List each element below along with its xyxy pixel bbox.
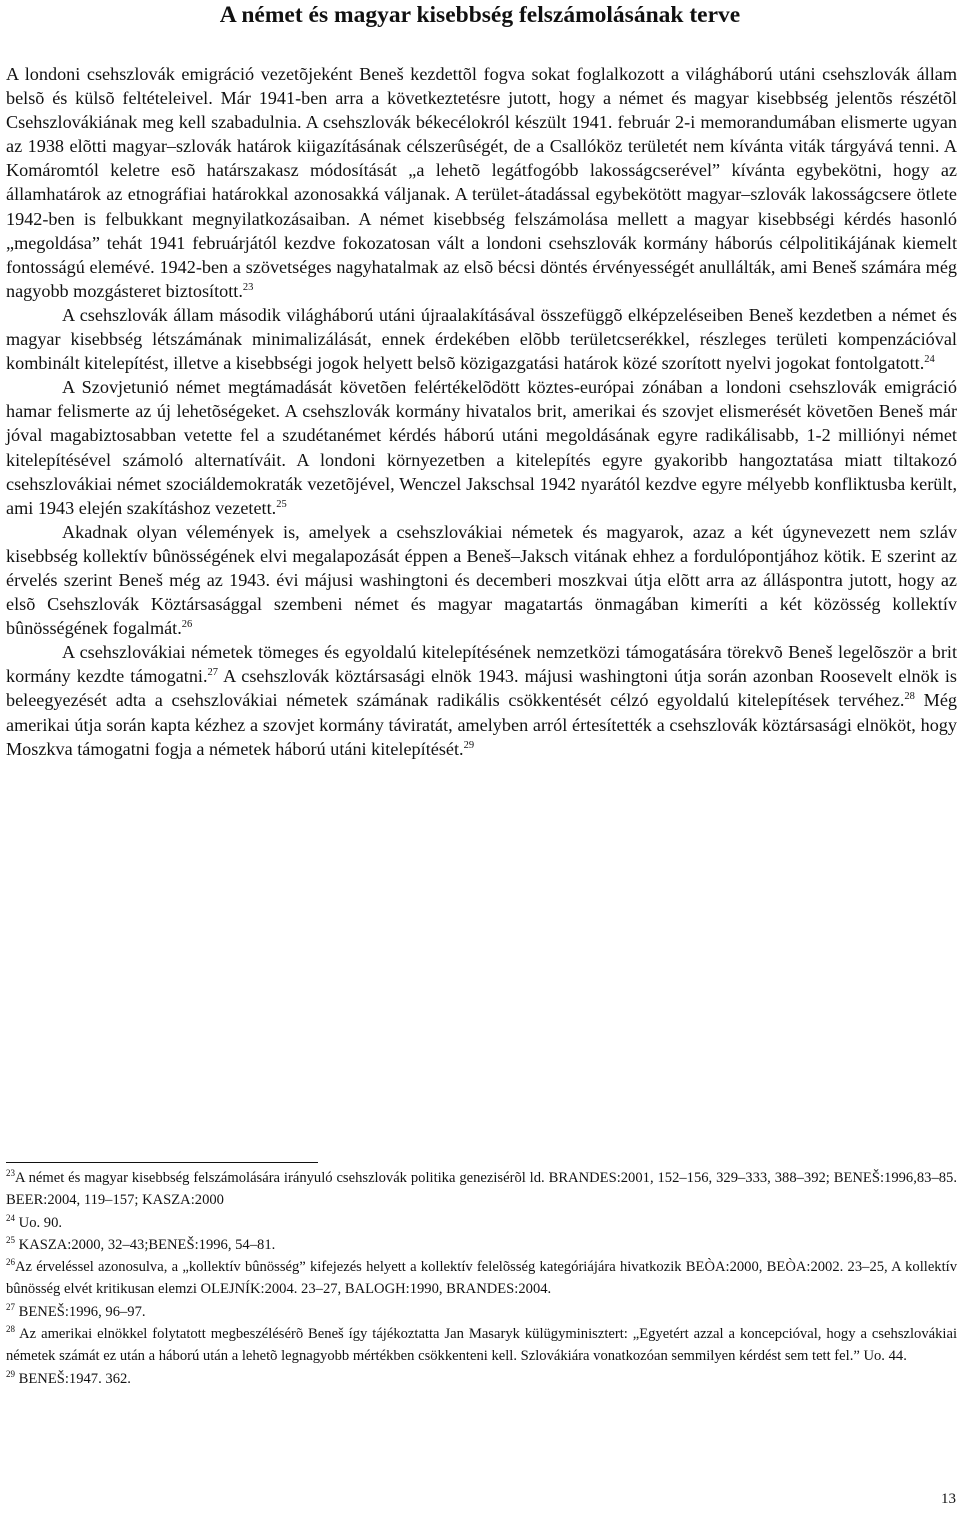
- body-paragraph: [6, 62, 957, 303]
- footnote: [6, 1368, 957, 1390]
- footnote-reference[interactable]: 28: [904, 691, 915, 703]
- paragraph-text: A csehszlovák köztársasági elnök 1943. májusi washingtoni útja során azonban Roosevelt elnök is beleegyezését adta a csehszlovákiai németek számának radikális csökkentését célzó egyoldalú kitelepítések tervéhez.: [6, 666, 957, 711]
- body-paragraph: [6, 520, 957, 640]
- footnote-number: 25: [6, 1235, 15, 1246]
- paragraph-text: A csehszlovák állam második világháború utáni újraalakításával összefüggõ elképzeléseiben Beneš kezdetben a német és magyar kisebbség létszámának minimalizálását, ennek érdekében elõbb területcserékkel, részleges területi kompenzációval kombinált kitelepítést, illetve a kisebbségi jogok helyett belsõ közigazgatási határok közé szorított nyelvi jogokat fontolgatott.: [6, 304, 957, 374]
- footnote-text: BENEŠ:1947. 362.: [15, 1370, 131, 1387]
- footnote-reference[interactable]: 25: [276, 498, 287, 510]
- footnote-divider: [6, 1162, 318, 1163]
- footnote-number: 24: [6, 1212, 15, 1223]
- footnote-number: 28: [6, 1324, 15, 1335]
- paragraph-text: A Szovjetunió német megtámadását követõen felértékelõdött köztes-európai zónában a londoni csehszlovák emigráció hamar felismerte az új lehetõségeket. A csehszlovák kormány hivatalos brit, amerikai és szovjet elismerését követõen Beneš már jóval magabiztosabban vetette fel a szudétanémet kérdés háború utáni megoldásának egyre radikálisabb, 1-2 milliónyi német kitelepítésével számoló alternatíváit. A londoni környezetben a kitelepítés egyre gyakoribb hangoztatása miatt tiltakozó csehszlovákiai német szociáldemokraták vezetõjével, Wenczel Jakschsal 1942 nyarától kezdve egyre mélyebb konfliktusba került, ami 1943 elején szakításhoz vezetett.: [6, 377, 957, 518]
- body-paragraph: [6, 303, 957, 375]
- footnote: [6, 1256, 957, 1301]
- footnote-reference[interactable]: 27: [207, 667, 219, 679]
- page-number: 13: [941, 1491, 956, 1507]
- paragraph-text: Akadnak olyan vélemények is, amelyek a csehszlovákiai németek és magyarok, azaz a két úgynevezett nem szláv kisebbség kollektív bûnösségének elvi megalapozását éppen a Beneš–Jaksch vitának ehhez a fordulópontjához kötik. E szerint az érvelés szerint Beneš még az 1943. évi májusi washingtoni és decemberi moszkvai útja elõtt arra az álláspontra jutott, hogy az elsõ Csehszlovák Köztársasággal szembeni német és magyar magatartás önmagában kimeríti a két közösség kollektív bûnösségének fogalmát.: [6, 521, 957, 639]
- footnote-text: Az érveléssel azonosulva, a „kollektív bûnösség” kifejezés helyett a kollektív felelõsség kategóriájára hivatkozik BEÒA:2000, BEÒA:2002. 23–25, A kollektív bûnösség elvét kritikusan elemzi OLEJNÍK:2004. 23–27, BALOGH:1990, BRANDES:2004.: [6, 1259, 957, 1298]
- paragraph-text: A csehszlovákiai németek tömeges és egyoldalú kitelepítésének nemzetközi támogatására törekvõ Beneš legelõször a brit kormány kezdte támogatni.: [6, 642, 957, 687]
- footnote-text: KASZA:2000, 32–43;BENEŠ:1996, 54–81.: [15, 1236, 276, 1253]
- footnote-number: 27: [6, 1301, 15, 1312]
- footnote-text: Uo. 90.: [15, 1214, 63, 1231]
- page-title: A német és magyar kisebbség felszámolásának terve: [219, 2, 741, 28]
- footnote: [6, 1301, 957, 1323]
- paragraph-text: Még amerikai útja során kapta kézhez a szovjet kormány táviratát, amelyben arról értesítették a csehszlovák köztársasági elnököt, hogy Moszkva támogatni fogja a németek háború utáni kitelepítését.: [6, 690, 957, 759]
- footnote-number: 23: [6, 1168, 15, 1179]
- body-paragraph: [6, 375, 957, 520]
- body-paragraph: [6, 640, 957, 760]
- paragraph-text: A londoni csehszlovák emigráció vezetõjeként Beneš kezdettõl fogva sokat foglalkozott a világháború utáni csehszlovák állam belsõ és külsõ feltételeivel. Már 1941-ben arra a következtetésre jutott, hogy a német és magyar kisebbség jelentõs részétõl Csehszlovákiának meg kell szabadulnia. A csehszlovák békecélokról készült 1941. február 2-i memorandumában elismerte ugyan az 1938 elõtti magyar–szlovák határok kiigazításának célszerûségét, de a Csallóköz területét nem kívánta viták tárgyává tenni. A Komáromtól keletre esõ határszakasz módosítását „a lehetõ legátfogóbb lakosságcserével” kívánta egybekötni, hogy az államhatárok az etnográfiai határokkal azonosakká váljanak. A terület-átadással egybekötött magyar–szlovák lakosságcsere ötlete 1942-ben is felbukkant megnyilatkozásaiban. A német kisebbség felszámolása mellett a magyar kisebbségi kérdés hasonló „megoldása” tehát 1941 februárjától kezdve fokozatosan vált a londoni csehszlovák kormány háborús célpolitikájának kiemelt fontosságú elemévé. 1942-ben a szövetséges nagyhatalmak az elsõ bécsi döntés érvényességét anullálták, ami Beneš számára még nagyobb mozgásteret biztosított.: [6, 64, 957, 301]
- footnote-reference[interactable]: 26: [181, 619, 193, 631]
- footnote-text: A német és magyar kisebbség felszámolására irányuló csehszlovák politika genezisérõl ld. BRANDES:2001, 152–156, 329–333, 388–392; BENEŠ:1996,83–85. BEER:2004, 119–157; KASZA:2000: [6, 1170, 957, 1209]
- footnote-number: 26: [6, 1257, 15, 1268]
- footnote: [6, 1234, 957, 1256]
- footnote-number: 29: [6, 1368, 15, 1379]
- body-text: [6, 62, 957, 761]
- footnotes: [6, 1167, 957, 1390]
- footnote-text: BENEŠ:1996, 96–97.: [15, 1303, 146, 1320]
- footnote: [6, 1212, 957, 1234]
- footnote: [6, 1323, 957, 1368]
- footnote-reference[interactable]: 23: [242, 281, 254, 293]
- footnote-text: Az amerikai elnökkel folytatott megbeszélésérõ Beneš így tájékoztatta Jan Masaryk külügyminisztert: „Egyetért azzal a koncepcióval, hogy a csehszlovákiai németek számát ez után a háború után a lehetõ legnagyobb mértékben csökkenteni kell. Szlovákiára vonatkozóan semmilyen kérdést sem tett fel.” Uo. 44.: [6, 1326, 957, 1365]
- footnote-reference[interactable]: 24: [924, 354, 935, 366]
- footnote-reference[interactable]: 29: [463, 739, 475, 751]
- footnote: [6, 1167, 957, 1212]
